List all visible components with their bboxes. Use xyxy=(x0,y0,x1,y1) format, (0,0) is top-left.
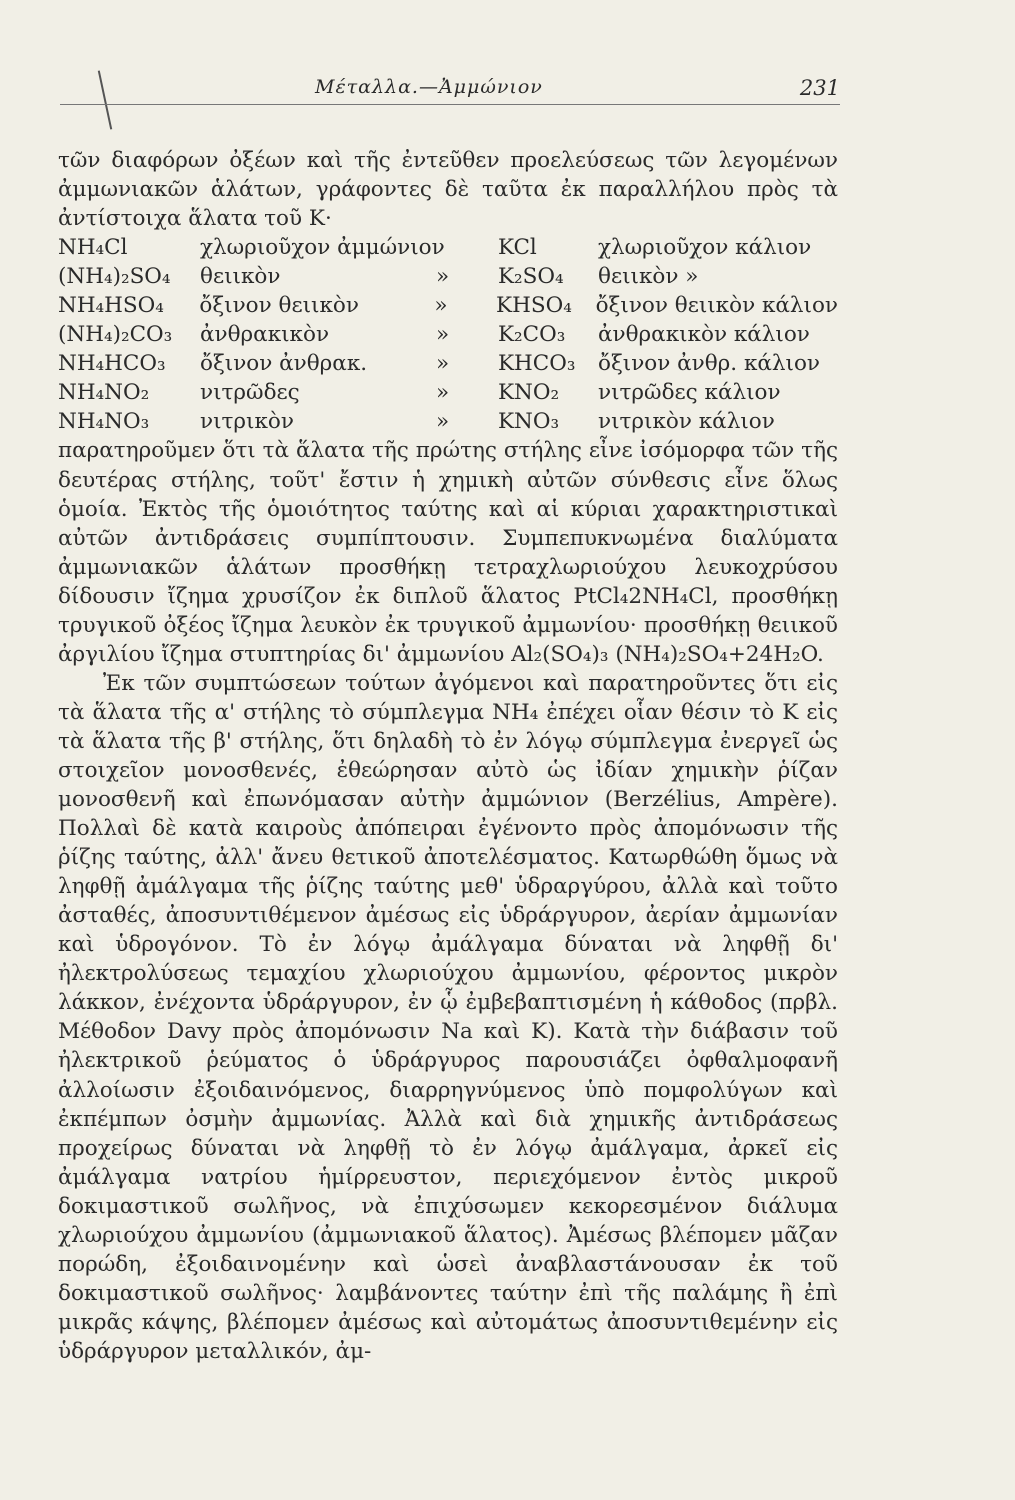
potassium-name: χλωριοῦχον κάλιον xyxy=(598,235,812,261)
paragraph-2: Ἐκ τῶν συμπτώσεων τούτων ἀγόμενοι καὶ παρατηροῦντες ὅτι εἰς τὰ ἅλατα τῆς α' στήλης τὸ σύμπλεγμα NH₄ ἐπέχει οἷαν θέσιν τὸ K εἰς τὰ ἅλατα τῆς β' στήλης, ὅτι δηλαδὴ τὸ ἐν λόγῳ σύμπλεγμα ἐνεργεῖ ὡς στοιχεῖον μονοσθενές, ἐθεώρησαν αὐτὸ ὡς ἰδίαν χημικὴν ῥίζαν μονοσθενῆ καὶ ἐπωνόμασαν αὐτὴν ἀμμώνιον (Berzélius, Ampère). Πολλαὶ δὲ κατὰ καιροὺς ἀπόπειραι ἐγένοντο πρὸς ἀπομόνωσιν τῆς ῥίζης ταύτης, ἀλλ' ἄνευ θετικοῦ ἀποτελέσματος. Κατωρθώθη ὅμως νὰ ληφθῇ ἀμάλγαμα τῆς ῥίζης ταύτης μεθ' ὑδραργύρου, ἀλλὰ καὶ τοῦτο ἀσταθές, ἀποσυντιθέμενον ἀμέσως εἰς ὑδράργυρον, ἀερίαν ἀμμωνίαν καὶ ὑδρογόνον. Τὸ ἐν λόγῳ ἀμάλγαμα δύναται νὰ ληφθῇ δι' ἠλεκτρολύσεως τεμαχίου χλωριούχου ἀμμωνίου, φέροντος μικρὸν λάκκον, ἐνέχοντα ὑδράργυρον, ἐν ᾧ ἐμβεβαπτισμένη ἡ κάθοδος (πρβλ. Μέθοδον Davy πρὸς ἀπομόνωσιν Na καὶ K). Κατὰ τὴν διάβασιν τοῦ ἠλεκτρικοῦ ῥεύματος ὁ ὑδράργυρος παρουσιάζει ὀφθαλμοφανῆ ἀλλοίωσιν ἐξοιδαινόμενος, διαρρηγνύμενος ὑπὸ πομφολύγων καὶ ἐκπέμπων ὀσμὴν ἀμμωνίας. Ἀλλὰ καὶ διὰ χημικῆς ἀντιδράσεως προχείρως δύναται νὰ ληφθῇ τὸ ἐν λόγῳ ἀμάλγαμα, ἀρκεῖ εἰς ἀμάλγαμα νατρίου ἡμίρρευστον, περιεχόμενον ἐντὸς μικροῦ δοκιμαστικοῦ σωλῆνος, νὰ ἐπιχύσωμεν κεκορεσμένον διάλυμα χλωριούχου ἀμμωνίου (ἀμμωνιακοῦ ἅλατος). Ἀμέσως βλέπομεν μᾶζαν πορώδη, ἐξοιδαινομένην καὶ ὡσεὶ ἀναβλαστάνουσαν ἐκ τοῦ δοκιμαστικοῦ σωλῆνος· λαμβάνοντες ταύτην ἐπὶ τῆς παλάμης ἢ ἐπὶ μικρᾶς κάψης, βλέπομεν ἀμέσως καὶ αὐτομάτως ἀποσυντιθεμένην εἰς ὑδράργυρον μεταλλικόν, ἀμ- xyxy=(58,670,838,1364)
ammonium-name: νιτρικὸν xyxy=(200,409,294,435)
ammonium-formula: NH₄HSO₄ xyxy=(58,293,164,319)
ditto-mark xyxy=(436,233,498,262)
table-row xyxy=(58,407,838,436)
potassium-name: ἀνθρακικὸν κάλιον xyxy=(598,322,810,348)
table-row xyxy=(58,262,838,291)
ammonium-name: νιτρῶδες xyxy=(200,380,300,406)
running-head: Μέταλλα.—Ἀμμώνιον xyxy=(315,76,543,98)
ditto-mark: » xyxy=(436,351,450,377)
ammonium-name: ὄξινον ἀνθρακ. xyxy=(200,351,368,377)
table-row xyxy=(58,233,838,262)
body-text xyxy=(58,146,838,1366)
potassium-name: νιτρικὸν κάλιον xyxy=(598,409,775,435)
table-row xyxy=(58,320,838,349)
ditto-mark: » xyxy=(436,264,450,290)
salts-table xyxy=(58,233,838,436)
ammonium-name: ἀνθρακικὸν xyxy=(200,322,330,348)
ammonium-name: χλωριοῦχον ἀμμώνιον xyxy=(200,235,445,261)
potassium-formula: KHCO₃ xyxy=(498,351,576,377)
ammonium-formula: NH₄Cl xyxy=(58,235,128,261)
potassium-name: ὄξινον ἀνθρ. κάλιον xyxy=(598,351,821,377)
ammonium-formula: (NH₄)₂CO₃ xyxy=(58,322,173,348)
page-number: 231 xyxy=(799,76,840,100)
ditto-mark: » xyxy=(436,380,450,406)
table-row xyxy=(58,349,838,378)
paragraph-1: παρατηροῦμεν ὅτι τὰ ἅλατα τῆς πρώτης στήλης εἶνε ἰσόμορφα τῶν τῆς δευτέρας στήλης, τοῦτ' ἔστιν ἡ χημικὴ αὐτῶν σύνθεσις εἶνε ὅλως ὁμοία. Ἐκτὸς τῆς ὁμοιότητος ταύτης καὶ αἱ κύριαι χαρακτηριστικαὶ αὐτῶν ἀντιδράσεις συμπίπτουσιν. Συμπεπυκνωμένα διαλύματα ἀμμωνιακῶν ἁλάτων προσθήκῃ τετραχλωριούχου λευκοχρύσου δίδουσιν ἴζημα χρυσίζον ἐκ διπλοῦ ἅλατος PtCl₄2NH₄Cl, προσθήκῃ τρυγικοῦ ὀξέος ἴζημα λευκὸν ἐκ τρυγικοῦ ἀμμωνίου· προσθήκῃ θειικοῦ ἀργιλίου ἴζημα στυπτηρίας δι' ἀμμωνίου Al₂(SO₄)₃ (NH₄)₂SO₄+24H₂O. xyxy=(58,438,838,667)
page-header xyxy=(60,76,840,105)
ammonium-name: θειικὸν xyxy=(200,264,281,290)
table-row xyxy=(58,378,838,407)
ditto-mark: » xyxy=(436,322,450,348)
potassium-formula: K₂SO₄ xyxy=(498,264,564,290)
potassium-formula: K₂CO₃ xyxy=(498,322,566,348)
potassium-formula: KNO₃ xyxy=(498,409,560,435)
ditto-mark: » xyxy=(436,409,450,435)
potassium-name: θειικὸν » xyxy=(598,264,699,290)
potassium-name: ὄξινον θειικὸν κάλιον xyxy=(595,293,838,319)
potassium-formula: KCl xyxy=(498,235,537,261)
potassium-name: νιτρῶδες κάλιον xyxy=(598,380,781,406)
intro-paragraph: τῶν διαφόρων ὀξέων καὶ τῆς ἐντεῦθεν προελεύσεως τῶν λεγομένων ἀμμωνιακῶν ἁλάτων, γράφοντες δὲ ταῦτα ἐκ παραλλήλου πρὸς τὰ ἀντίστοιχα ἅλατα τοῦ K· xyxy=(58,148,838,232)
ammonium-formula: NH₄NO₂ xyxy=(58,380,150,406)
table-row xyxy=(58,291,838,320)
ditto-mark: » xyxy=(434,293,448,319)
ammonium-formula: (NH₄)₂SO₄ xyxy=(58,264,171,290)
potassium-formula: KNO₂ xyxy=(498,380,560,406)
potassium-formula: KHSO₄ xyxy=(496,293,572,319)
ammonium-formula: NH₄NO₃ xyxy=(58,409,150,435)
ammonium-name: ὄξινον θειικὸν xyxy=(199,293,359,319)
ammonium-formula: NH₄HCO₃ xyxy=(58,351,166,377)
